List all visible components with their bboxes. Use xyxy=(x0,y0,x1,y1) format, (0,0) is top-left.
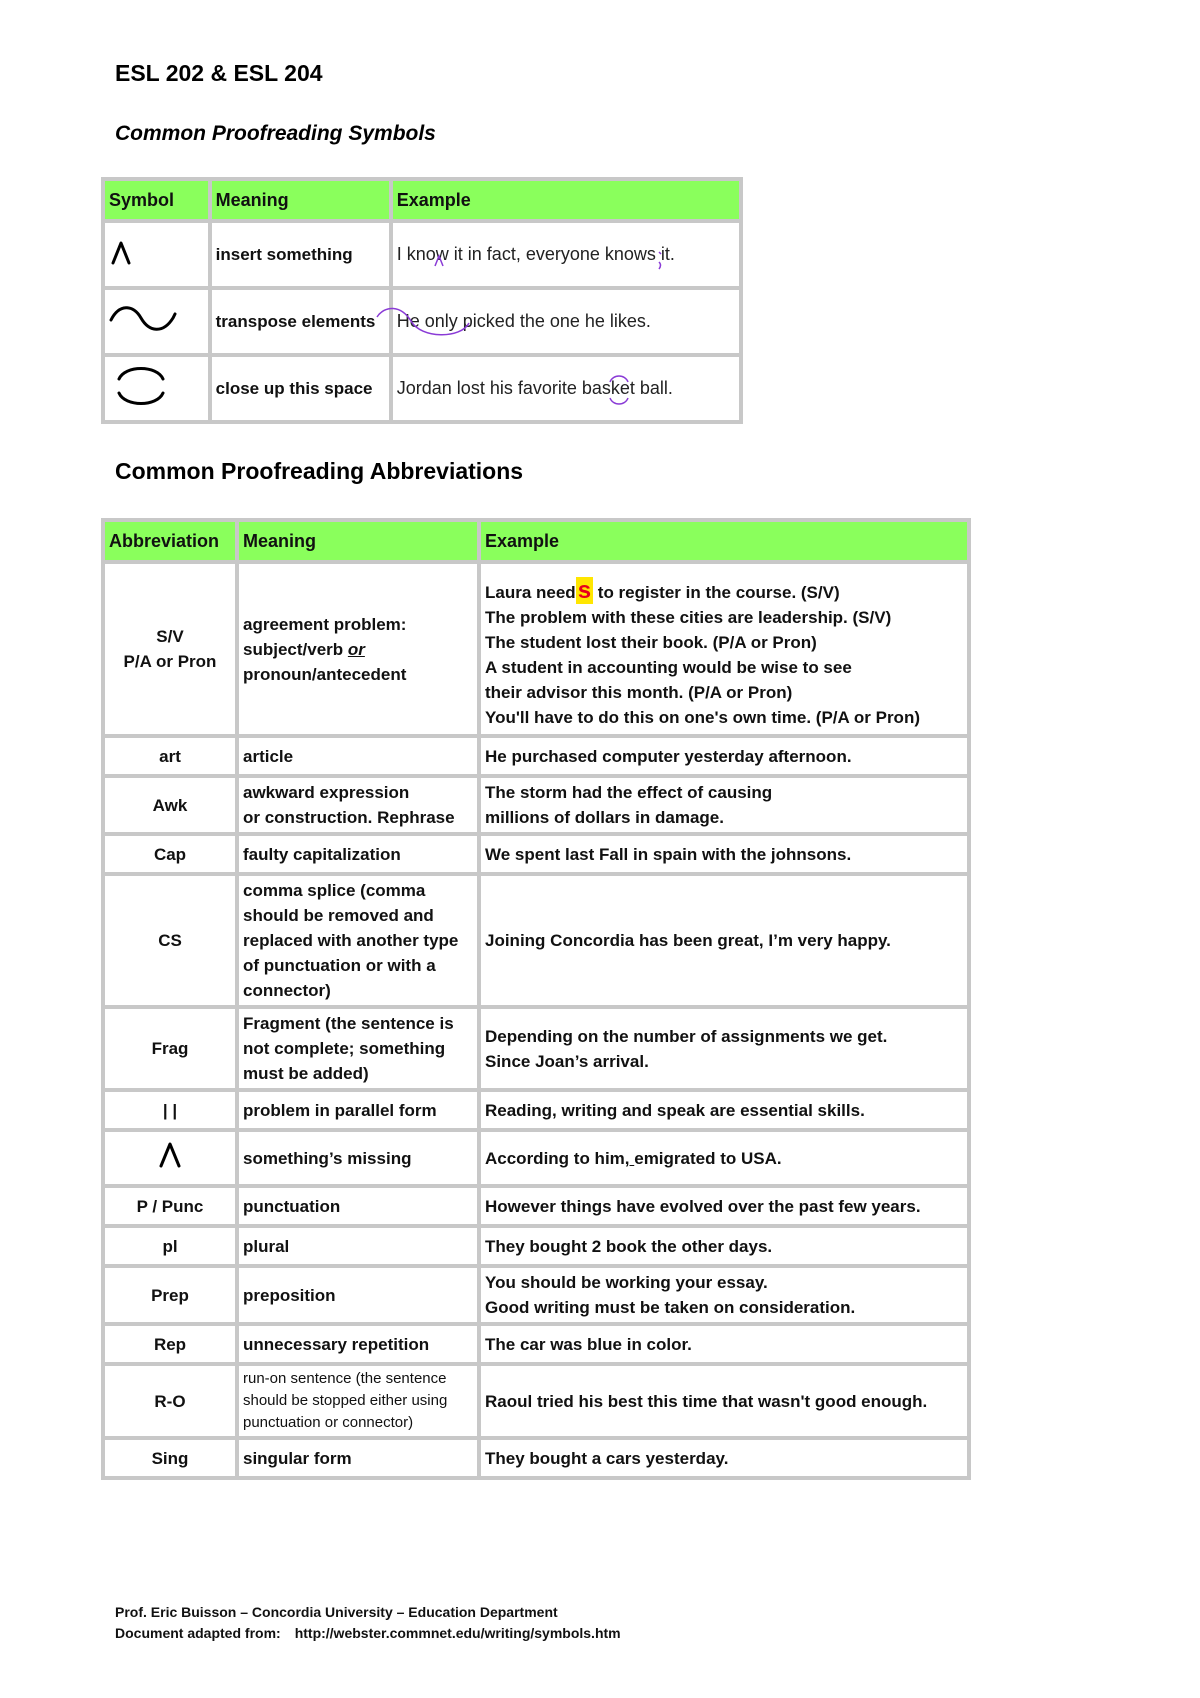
symbol-meaning: close up this space xyxy=(212,357,389,420)
table-row xyxy=(105,836,967,872)
example-text: to register in the course. (S/V) xyxy=(593,583,840,602)
column-header: Example xyxy=(481,522,967,560)
example-cell xyxy=(481,564,967,734)
example-text: A student in accounting would be wise to see xyxy=(485,658,852,677)
example-text: He purchased computer yesterday afternoon. xyxy=(481,738,967,774)
symbol-example xyxy=(393,223,739,286)
table-row xyxy=(105,1228,967,1264)
meaning-text: not complete; something xyxy=(243,1039,446,1058)
example-text: Joining Concordia has been great, I’m very happy. xyxy=(481,876,967,1005)
example-text: We spent last Fall in spain with the johnsons. xyxy=(481,836,967,872)
example-text: You should be working your essay. xyxy=(485,1273,768,1292)
meaning-text: unnecessary repetition xyxy=(239,1326,477,1362)
meaning-cell xyxy=(239,1009,477,1088)
table-row xyxy=(105,1009,967,1088)
meaning-text: should be stopped either using xyxy=(243,1392,448,1409)
meaning-cell xyxy=(239,564,477,734)
meaning-text: preposition xyxy=(239,1268,477,1322)
table-row xyxy=(105,1132,967,1184)
table-row xyxy=(105,738,967,774)
table-row xyxy=(105,778,967,832)
abbreviation-text: S/V xyxy=(156,627,184,646)
symbol-meaning: transpose elements xyxy=(212,290,389,353)
meaning-cell xyxy=(239,876,477,1005)
example-text: Reading, writing and speak are essential skills. xyxy=(481,1092,967,1128)
close-space-icon xyxy=(105,357,208,420)
table-row xyxy=(105,1366,967,1436)
example-text: According to him, xyxy=(485,1148,630,1168)
abbreviation-text: | | xyxy=(105,1092,235,1128)
table-row xyxy=(105,290,739,353)
example-text: Raoul tried his best this time that wasn't good enough. xyxy=(481,1366,967,1436)
column-header: Symbol xyxy=(105,181,208,219)
example-text: emigrated to USA. xyxy=(634,1148,782,1168)
meaning-text: comma splice (comma xyxy=(243,881,426,900)
example-text: They bought 2 book the other days. xyxy=(481,1228,967,1264)
abbreviation-text: Cap xyxy=(105,836,235,872)
meaning-cell xyxy=(239,778,477,832)
footer-source xyxy=(115,1625,621,1641)
footer-credit: Prof. Eric Buisson – Concordia University – Education Department xyxy=(115,1604,558,1620)
symbols-section-title: Common Proofreading Symbols xyxy=(115,122,436,145)
abbreviation-text: Sing xyxy=(105,1440,235,1476)
example-text: However things have evolved over the past few years. xyxy=(481,1188,967,1224)
symbols-header-row xyxy=(105,181,739,219)
abbreviation-text: pl xyxy=(105,1228,235,1264)
example-cell xyxy=(481,1268,967,1322)
column-header: Meaning xyxy=(239,522,477,560)
abbreviation-text: P/A or Pron xyxy=(123,652,217,671)
meaning-text: faulty capitalization xyxy=(239,836,477,872)
meaning-text: run-on sentence (the sentence xyxy=(243,1370,447,1387)
abbreviation-text: Awk xyxy=(105,778,235,832)
example-text: The problem with these cities are leadership. (S/V) xyxy=(485,608,892,627)
example-text: millions of dollars in damage. xyxy=(485,808,724,827)
example-cell xyxy=(481,778,967,832)
example-text: The student lost their book. (P/A or Pron) xyxy=(485,633,817,652)
abbreviation-text: Rep xyxy=(105,1326,235,1362)
example-text: Laura need xyxy=(485,583,576,602)
symbol-example xyxy=(393,357,739,420)
caret-missing-icon xyxy=(105,1132,235,1184)
example-text: Good writing must be taken on consideration. xyxy=(485,1298,856,1317)
abbreviation-text: Frag xyxy=(105,1009,235,1088)
meaning-text: problem in parallel form xyxy=(239,1092,477,1128)
example-text: I know it in fact, everyone knows it. xyxy=(396,244,675,264)
abbreviation-text: Prep xyxy=(105,1268,235,1322)
meaning-text: must be added) xyxy=(243,1064,369,1083)
example-text: Since Joan’s arrival. xyxy=(485,1051,649,1071)
abbreviation-cell xyxy=(105,564,235,734)
abbreviations-table xyxy=(101,518,971,1480)
course-title: ESL 202 & ESL 204 xyxy=(115,60,323,86)
meaning-text: should be removed and xyxy=(243,906,434,925)
meaning-text: subject/verb xyxy=(243,639,348,659)
footer-source-url[interactable]: http://webster.commnet.edu/writing/symbols.htm xyxy=(294,1625,621,1641)
column-header: Meaning xyxy=(212,181,389,219)
example-cell xyxy=(481,1132,967,1184)
example-cell xyxy=(481,1009,967,1088)
example-text: He only picked the one he likes. xyxy=(396,311,651,331)
meaning-text: punctuation xyxy=(239,1188,477,1224)
abbreviation-text: R-O xyxy=(105,1366,235,1436)
example-text: You'll have to do this on one's own time. (P/A or Pron) xyxy=(485,708,920,727)
footer-source-label: Document adapted from: xyxy=(115,1625,281,1641)
meaning-text: article xyxy=(239,738,477,774)
abbreviation-text: art xyxy=(105,738,235,774)
table-row xyxy=(105,1326,967,1362)
example-text: their advisor this month. (P/A or Pron) xyxy=(485,683,793,702)
meaning-text: replaced with another type xyxy=(243,931,459,950)
abbreviation-text: P / Punc xyxy=(105,1188,235,1224)
example-text: Depending on the number of assignments we get. xyxy=(485,1026,888,1046)
meaning-text: Fragment (the sentence is xyxy=(243,1014,454,1033)
table-row xyxy=(105,1092,967,1128)
column-header: Abbreviation xyxy=(105,522,235,560)
example-text: The storm had the effect of causing xyxy=(485,783,773,802)
meaning-text: something’s missing xyxy=(239,1132,477,1184)
meaning-text: pronoun/antecedent xyxy=(243,664,407,684)
highlighted-letter: s xyxy=(577,577,592,604)
table-row xyxy=(105,1188,967,1224)
meaning-or-text: or xyxy=(347,639,365,659)
abbreviations-section-title: Common Proofreading Abbreviations xyxy=(115,458,524,484)
meaning-text: agreement problem: xyxy=(243,614,407,634)
column-header: Example xyxy=(393,181,739,219)
example-text: They bought a cars yesterday. xyxy=(481,1440,967,1476)
meaning-cell xyxy=(239,1366,477,1436)
meaning-text: awkward expression xyxy=(243,783,410,802)
meaning-text: of punctuation or with a xyxy=(243,956,436,975)
table-row xyxy=(105,1440,967,1476)
meaning-text: punctuation or connector) xyxy=(243,1414,414,1431)
example-text: Jordan lost his favorite basket ball. xyxy=(396,378,673,398)
symbols-table xyxy=(101,177,743,424)
table-row xyxy=(105,564,967,734)
table-row xyxy=(105,1268,967,1322)
transpose-tilde-icon xyxy=(105,290,208,353)
symbol-meaning: insert something xyxy=(212,223,389,286)
abbreviation-text: CS xyxy=(105,876,235,1005)
meaning-text: or construction. Rephrase xyxy=(243,808,455,827)
meaning-text: plural xyxy=(239,1228,477,1264)
example-text: The car was blue in color. xyxy=(481,1326,967,1362)
caret-insert-icon xyxy=(105,223,208,286)
abbreviations-header-row xyxy=(105,522,967,560)
symbol-example xyxy=(393,290,739,353)
table-row xyxy=(105,223,739,286)
meaning-text: connector) xyxy=(243,981,331,1000)
meaning-text: singular form xyxy=(239,1440,477,1476)
table-row xyxy=(105,876,967,1005)
table-row xyxy=(105,357,739,420)
